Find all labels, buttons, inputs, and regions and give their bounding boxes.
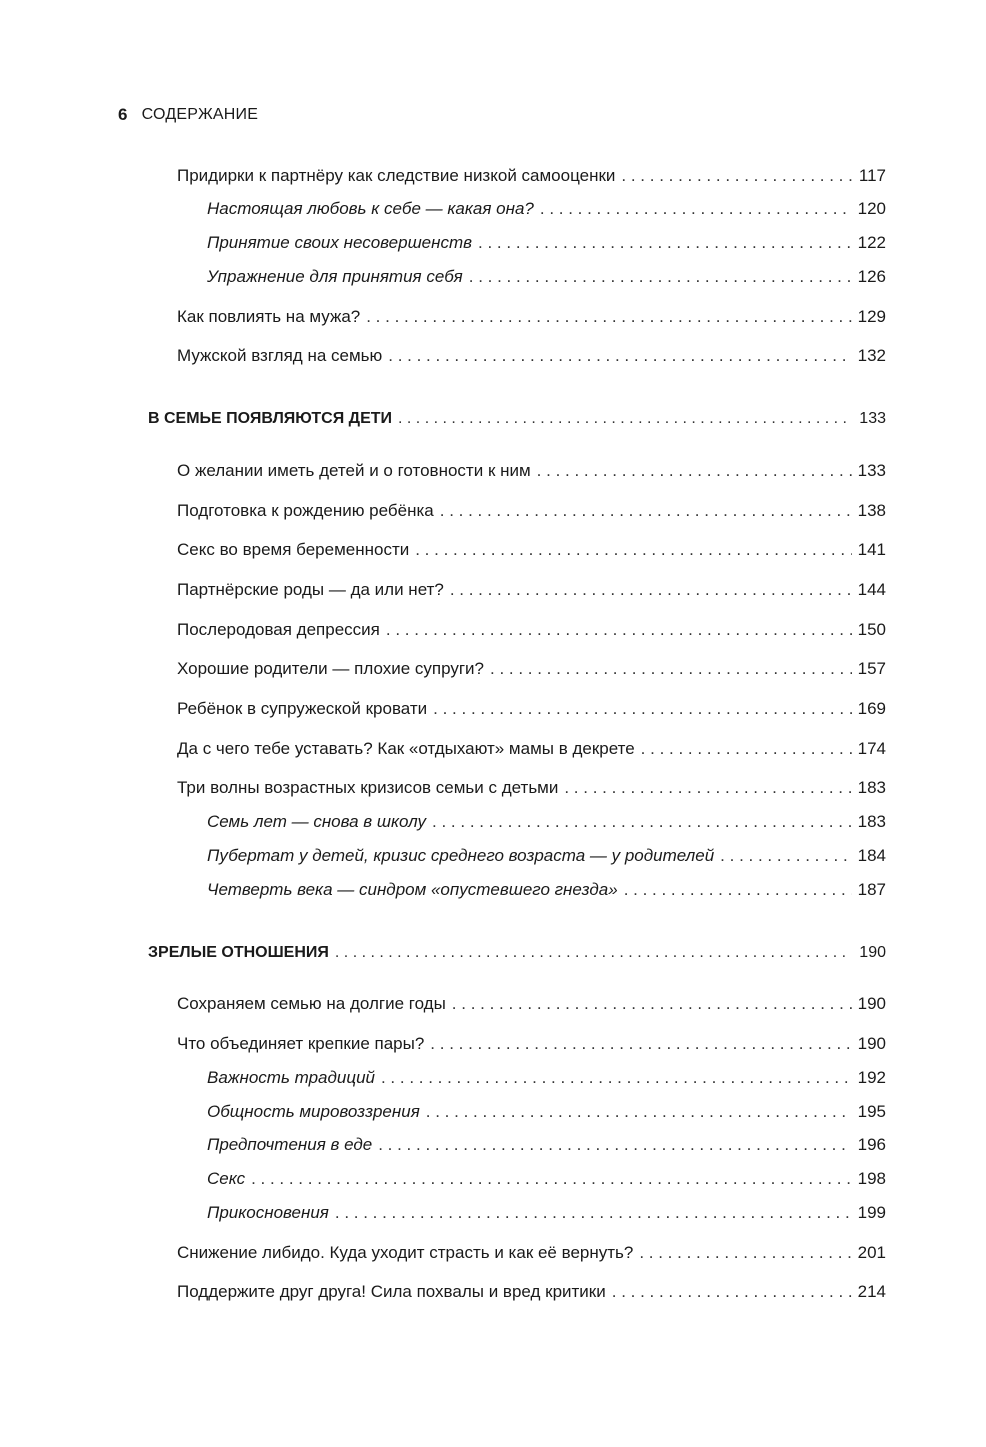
toc-entry-title: ЗРЕЛЫЕ ОТНОШЕНИЯ xyxy=(148,944,329,961)
dot-leader xyxy=(398,406,852,432)
toc-entry-page: 122 xyxy=(857,233,886,252)
dot-leader xyxy=(430,1031,851,1057)
toc-entry xyxy=(177,304,886,330)
dot-leader xyxy=(450,577,852,603)
dot-leader xyxy=(335,1200,852,1226)
dot-leader xyxy=(426,1099,852,1125)
toc-entry xyxy=(207,809,886,835)
toc-entry-page: 201 xyxy=(857,1243,886,1262)
toc-entry xyxy=(177,498,886,524)
toc-entry-page: 129 xyxy=(857,307,886,326)
toc-entry-title: Семь лет — снова в школу xyxy=(207,812,427,831)
toc-entry-title: Общность мировоззрения xyxy=(207,1102,420,1121)
toc-entry-page: 169 xyxy=(857,699,886,718)
toc-entry-title: Как повлиять на мужа? xyxy=(177,307,361,326)
toc-entry-page: 126 xyxy=(857,267,886,286)
dot-leader xyxy=(639,1240,851,1266)
toc-entry-page: 144 xyxy=(857,580,886,599)
toc-entry-title: Важность традиций xyxy=(207,1068,375,1087)
toc-entry-page: 214 xyxy=(857,1282,886,1301)
toc-entry xyxy=(148,406,886,432)
toc-entry xyxy=(207,1200,886,1226)
toc-entry-title: Пубертат у детей, кризис среднего возраста — у родителей xyxy=(207,846,715,865)
toc-entry-page: 198 xyxy=(857,1169,886,1188)
toc-entry xyxy=(177,1240,886,1266)
toc-entry-title: Подготовка к рождению ребёнка xyxy=(177,501,434,520)
dot-leader xyxy=(381,1065,852,1091)
toc-entry xyxy=(177,577,886,603)
toc-entry-title: Придирки к партнёру как следствие низкой самооценки xyxy=(177,166,616,185)
toc-entry xyxy=(207,1166,886,1192)
toc-entry-page: 157 xyxy=(857,659,886,678)
toc-entry xyxy=(177,537,886,563)
dot-leader xyxy=(720,843,851,869)
toc-entry-page: 141 xyxy=(857,540,886,559)
toc-entry-page: 174 xyxy=(857,739,886,758)
toc-entry-page: 190 xyxy=(857,994,886,1013)
toc-entry-page: 132 xyxy=(857,346,886,365)
dot-leader xyxy=(386,617,852,643)
toc-entry-title: Секс xyxy=(207,1169,246,1188)
toc-entry xyxy=(177,343,886,369)
dot-leader xyxy=(388,343,851,369)
dot-leader xyxy=(432,809,852,835)
dot-leader xyxy=(490,656,852,682)
dot-leader xyxy=(415,537,851,563)
dot-leader xyxy=(537,458,852,484)
toc-entry-page: 120 xyxy=(857,199,886,218)
toc-entry-title: О желании иметь детей и о готовности к ним xyxy=(177,461,531,480)
dot-leader xyxy=(612,1279,852,1305)
toc-entry-page: 138 xyxy=(857,501,886,520)
toc-entry xyxy=(177,617,886,643)
toc-entry-page: 117 xyxy=(858,166,886,185)
toc-entry-page: 133 xyxy=(857,461,886,480)
toc-entry-title: В СЕМЬЕ ПОЯВЛЯЮТСЯ ДЕТИ xyxy=(148,410,393,427)
toc-entry-page: 183 xyxy=(857,778,886,797)
toc-entry xyxy=(207,877,886,903)
toc-entry-title: Три волны возрастных кризисов семьи с детьми xyxy=(177,778,559,797)
toc-entry-title: Поддержите друг друга! Сила похвалы и вред критики xyxy=(177,1282,606,1301)
toc-entry-page: 183 xyxy=(857,812,886,831)
toc-entry-page: 199 xyxy=(857,1203,886,1222)
page-number: 6 xyxy=(118,105,128,124)
toc-entry xyxy=(177,736,886,762)
toc-entry xyxy=(177,1031,886,1057)
toc-entry-title: Да с чего тебе уставать? Как «отдыхают» мамы в декрете xyxy=(177,739,635,758)
toc-entry-page: 187 xyxy=(857,880,886,899)
toc-entry-page: 190 xyxy=(859,944,886,961)
dot-leader xyxy=(440,498,852,524)
dot-leader xyxy=(335,940,852,966)
dot-leader xyxy=(378,1132,851,1158)
toc-entry-title: Сохраняем семью на долгие годы xyxy=(177,994,446,1013)
toc-entry-title: Послеродовая депрессия xyxy=(177,620,380,639)
dot-leader xyxy=(251,1166,852,1192)
toc-entry-title: Предпочтения в еде xyxy=(207,1135,373,1154)
toc-entry-page: 150 xyxy=(857,620,886,639)
toc-entry xyxy=(207,843,886,869)
dot-leader xyxy=(621,163,852,189)
toc-entry xyxy=(207,264,886,290)
toc-entry-title: Что объединяет крепкие пары? xyxy=(177,1034,425,1053)
toc-entry-page: 192 xyxy=(857,1068,886,1087)
toc-entry xyxy=(177,696,886,722)
dot-leader xyxy=(478,230,852,256)
toc-entry-title: Хорошие родители — плохие супруги? xyxy=(177,659,484,678)
toc-entry-title: Четверть века — синдром «опустевшего гнезда» xyxy=(207,880,618,899)
dot-leader xyxy=(624,877,852,903)
dot-leader xyxy=(452,991,852,1017)
toc-entry xyxy=(177,656,886,682)
dot-leader xyxy=(641,736,852,762)
toc-entry-title: Секс во время беременности xyxy=(177,540,410,559)
toc-entry xyxy=(148,940,886,966)
toc-entry-title: Ребёнок в супружеской кровати xyxy=(177,699,428,718)
dot-leader xyxy=(433,696,851,722)
toc-entry xyxy=(207,230,886,256)
toc-entry xyxy=(177,775,886,801)
toc-entry xyxy=(207,1099,886,1125)
running-title: СОДЕРЖАНИЕ xyxy=(141,106,259,123)
toc-entry-title: Прикосновения xyxy=(207,1203,329,1222)
toc-entry-page: 196 xyxy=(857,1135,886,1154)
toc-entry xyxy=(177,1279,886,1305)
dot-leader xyxy=(469,264,852,290)
toc-entry xyxy=(207,1132,886,1158)
dot-leader xyxy=(564,775,851,801)
toc-entry-title: Мужской взгляд на семью xyxy=(177,346,383,365)
toc-entry-title: Снижение либидо. Куда уходит страсть и как её вернуть? xyxy=(177,1243,634,1262)
toc-entry-page: 184 xyxy=(857,846,886,865)
toc-entry xyxy=(207,196,886,222)
toc-entry-page: 133 xyxy=(859,410,886,427)
toc-entry-title: Партнёрские роды — да или нет? xyxy=(177,580,444,599)
toc-entry-title: Упражнение для принятия себя xyxy=(207,267,463,286)
toc-entry xyxy=(177,991,886,1017)
toc-entry-page: 190 xyxy=(857,1034,886,1053)
toc-entry-title: Принятие своих несовершенств xyxy=(207,233,473,252)
dot-leader xyxy=(540,196,852,222)
toc-entry-title: Настоящая любовь к себе — какая она? xyxy=(207,199,534,218)
toc-entry-page: 195 xyxy=(857,1102,886,1121)
toc-entry xyxy=(177,458,886,484)
toc-entry xyxy=(177,163,886,189)
dot-leader xyxy=(366,304,851,330)
toc-entry xyxy=(207,1065,886,1091)
